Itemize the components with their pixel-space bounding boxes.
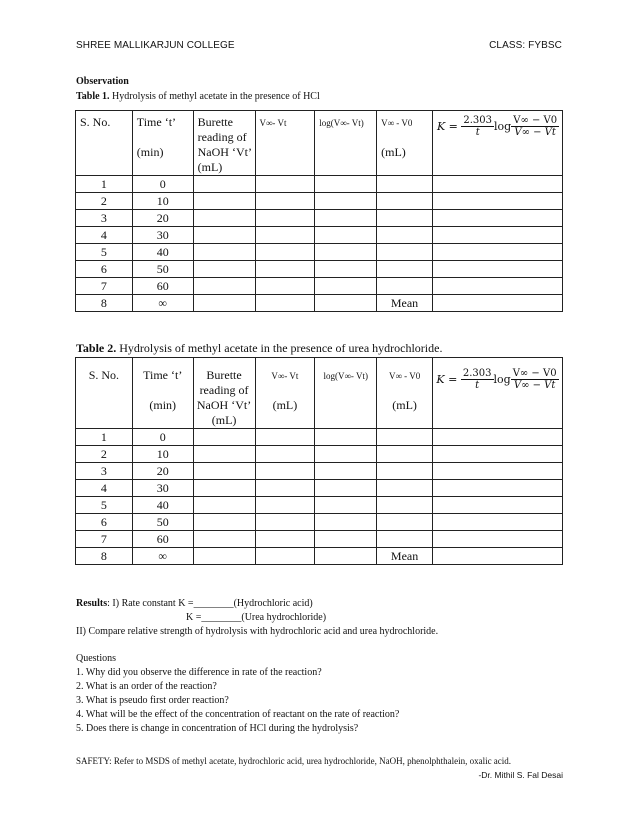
col-formula bbox=[432, 111, 562, 176]
cell-empty bbox=[315, 295, 377, 312]
cell-empty bbox=[377, 531, 433, 548]
cell-time: ∞ bbox=[132, 548, 193, 565]
cell-time: ∞ bbox=[132, 295, 193, 312]
cell-empty bbox=[377, 176, 433, 193]
cell-empty bbox=[255, 295, 315, 312]
cell-time: 10 bbox=[132, 193, 193, 210]
table-row bbox=[76, 497, 563, 514]
cell-empty bbox=[432, 176, 562, 193]
cell-empty bbox=[377, 210, 433, 227]
cell-empty bbox=[315, 429, 377, 446]
cell-empty bbox=[433, 514, 563, 531]
cell-sno: 6 bbox=[76, 514, 133, 531]
cell-time: 30 bbox=[132, 227, 193, 244]
table-row bbox=[76, 261, 563, 278]
cell-empty bbox=[432, 227, 562, 244]
cell-empty bbox=[193, 531, 255, 548]
cell-empty bbox=[193, 210, 255, 227]
table-row bbox=[76, 227, 563, 244]
table-row bbox=[76, 514, 563, 531]
cell-sno: 1 bbox=[76, 176, 133, 193]
col-sno: S. No. bbox=[76, 358, 133, 429]
cell-empty bbox=[193, 295, 255, 312]
col-vinf-v0: V∞ - V0 (mL) bbox=[377, 358, 433, 429]
question-item: 3. What is pseudo first order reaction? bbox=[76, 695, 229, 706]
cell-empty bbox=[377, 193, 433, 210]
question-item: 1. Why did you observe the difference in rate of the reaction? bbox=[76, 667, 322, 678]
rate-formula: K = $\frac{2.303}{t}$ log $\frac{V\infty - V0}{V\infty - Vt}$ bbox=[436, 115, 558, 138]
cell-empty bbox=[377, 446, 433, 463]
cell-empty bbox=[377, 244, 433, 261]
cell-time: 50 bbox=[132, 514, 193, 531]
cell-empty bbox=[433, 446, 563, 463]
table-row bbox=[76, 244, 563, 261]
cell-empty bbox=[315, 227, 377, 244]
header-college: SHREE MALLIKARJUN COLLEGE bbox=[76, 40, 235, 51]
cell-empty bbox=[255, 429, 315, 446]
rate-formula: K = $\frac{2.303}{t}$ log $\frac{V\infty - V0}{V\infty - Vt}$ bbox=[436, 368, 557, 391]
cell-empty bbox=[377, 497, 433, 514]
cell-empty bbox=[193, 463, 255, 480]
table-row bbox=[76, 278, 563, 295]
cell-sno: 4 bbox=[76, 480, 133, 497]
cell-sno: 5 bbox=[76, 244, 133, 261]
cell-empty bbox=[255, 210, 315, 227]
cell-empty bbox=[433, 463, 563, 480]
cell-empty bbox=[377, 429, 433, 446]
cell-empty bbox=[315, 193, 377, 210]
col-formula bbox=[433, 358, 563, 429]
table2-caption: Table 2. Hydrolysis of methyl acetate in the presence of urea hydrochloride. bbox=[76, 341, 443, 355]
cell-empty bbox=[193, 193, 255, 210]
cell-time: 10 bbox=[132, 446, 193, 463]
cell-empty bbox=[193, 278, 255, 295]
cell-empty bbox=[255, 497, 315, 514]
question-item: 5. Does there is change in concentration of HCl during the hydrolysis? bbox=[76, 723, 359, 734]
cell-empty bbox=[315, 531, 377, 548]
cell-time: 40 bbox=[132, 244, 193, 261]
cell-time: 0 bbox=[132, 176, 193, 193]
cell-empty bbox=[193, 176, 255, 193]
col-time: Time ‘t’ (min) bbox=[132, 358, 193, 429]
cell-sno: 8 bbox=[76, 548, 133, 565]
cell-empty bbox=[315, 261, 377, 278]
questions-section bbox=[76, 652, 399, 736]
cell-empty bbox=[433, 548, 563, 565]
cell-empty bbox=[193, 429, 255, 446]
safety-note: SAFETY: Refer to MSDS of methyl acetate, hydrochloric acid, urea hydrochloride, NaOH, phenolphthalein, oxalic acid. bbox=[76, 756, 512, 766]
cell-empty bbox=[432, 278, 562, 295]
cell-empty bbox=[315, 210, 377, 227]
cell-sno: 3 bbox=[76, 463, 133, 480]
cell-empty bbox=[315, 548, 377, 565]
cell-empty bbox=[432, 193, 562, 210]
col-log: log(V∞- Vt) bbox=[315, 111, 377, 176]
col-sno: S. No. bbox=[76, 111, 133, 176]
col-time: Time ‘t’ (min) bbox=[132, 111, 193, 176]
cell-empty bbox=[315, 463, 377, 480]
table-row bbox=[76, 531, 563, 548]
cell-empty bbox=[193, 261, 255, 278]
col-burette: Burette reading of NaOH ‘Vt’ (mL) bbox=[193, 358, 255, 429]
cell-empty bbox=[255, 446, 315, 463]
cell-time: 30 bbox=[132, 480, 193, 497]
table-row bbox=[76, 548, 563, 565]
cell-empty bbox=[432, 244, 562, 261]
questions-title: Questions bbox=[76, 653, 116, 664]
cell-empty bbox=[315, 176, 377, 193]
cell-sno: 2 bbox=[76, 446, 133, 463]
cell-empty bbox=[255, 244, 315, 261]
cell-empty bbox=[315, 480, 377, 497]
col-vinf-vt: V∞- Vt bbox=[255, 111, 315, 176]
cell-empty bbox=[255, 548, 315, 565]
table2 bbox=[75, 357, 563, 565]
cell-sno: 8 bbox=[76, 295, 133, 312]
table-row bbox=[76, 210, 563, 227]
col-vinf-vt: V∞- Vt (mL) bbox=[255, 358, 315, 429]
col-burette: Burette reading of NaOH ‘Vt’ (mL) bbox=[193, 111, 255, 176]
cell-empty bbox=[255, 278, 315, 295]
cell-empty bbox=[315, 278, 377, 295]
cell-empty bbox=[193, 497, 255, 514]
cell-empty bbox=[377, 227, 433, 244]
cell-time: 20 bbox=[132, 463, 193, 480]
cell-empty bbox=[193, 514, 255, 531]
cell-sno: 2 bbox=[76, 193, 133, 210]
cell-mean: Mean bbox=[377, 548, 433, 565]
cell-empty bbox=[377, 514, 433, 531]
cell-empty bbox=[432, 295, 562, 312]
cell-empty bbox=[377, 463, 433, 480]
cell-empty bbox=[255, 176, 315, 193]
col-vinf-v0: V∞ - V0 (mL) bbox=[377, 111, 433, 176]
cell-empty bbox=[315, 446, 377, 463]
cell-empty bbox=[315, 497, 377, 514]
cell-empty bbox=[377, 278, 433, 295]
table-row bbox=[76, 463, 563, 480]
cell-mean: Mean bbox=[377, 295, 433, 312]
cell-empty bbox=[255, 193, 315, 210]
cell-empty bbox=[255, 514, 315, 531]
table1 bbox=[75, 110, 563, 312]
results-section: Results: I) Rate constant K =________(Hydrochloric acid) K =________(Urea hydrochloride) II) Compare relative strength of hydrolysis with hydrochloric acid and urea hydrochloride. bbox=[76, 598, 439, 637]
cell-empty bbox=[377, 480, 433, 497]
cell-time: 60 bbox=[132, 278, 193, 295]
cell-empty bbox=[433, 429, 563, 446]
cell-sno: 7 bbox=[76, 278, 133, 295]
cell-empty bbox=[432, 261, 562, 278]
cell-empty bbox=[193, 244, 255, 261]
observation-heading: Observation bbox=[76, 76, 129, 87]
cell-empty bbox=[315, 244, 377, 261]
cell-empty bbox=[433, 480, 563, 497]
header-class: CLASS: FYBSC bbox=[489, 40, 562, 51]
cell-empty bbox=[255, 463, 315, 480]
table-row bbox=[76, 480, 563, 497]
question-item: 4. What will be the effect of the concentration of reactant on the rate of reaction? bbox=[76, 709, 400, 720]
cell-time: 20 bbox=[132, 210, 193, 227]
table-row bbox=[76, 429, 563, 446]
cell-sno: 1 bbox=[76, 429, 133, 446]
cell-empty bbox=[255, 227, 315, 244]
question-item: 2. What is an order of the reaction? bbox=[76, 681, 217, 692]
cell-empty bbox=[315, 514, 377, 531]
table1-caption: Table 1. Hydrolysis of methyl acetate in the presence of HCl bbox=[76, 91, 320, 102]
table-row bbox=[76, 446, 563, 463]
table-row bbox=[76, 176, 563, 193]
cell-empty bbox=[433, 497, 563, 514]
table-row bbox=[76, 193, 563, 210]
cell-time: 50 bbox=[132, 261, 193, 278]
cell-time: 0 bbox=[132, 429, 193, 446]
cell-empty bbox=[255, 480, 315, 497]
cell-sno: 6 bbox=[76, 261, 133, 278]
cell-empty bbox=[433, 531, 563, 548]
cell-time: 40 bbox=[132, 497, 193, 514]
cell-empty bbox=[377, 261, 433, 278]
cell-sno: 5 bbox=[76, 497, 133, 514]
signature: -Dr. Mithil S. Fal Desai bbox=[478, 770, 563, 780]
table-row bbox=[76, 295, 563, 312]
cell-empty bbox=[432, 210, 562, 227]
cell-empty bbox=[193, 227, 255, 244]
cell-empty bbox=[255, 531, 315, 548]
cell-time: 60 bbox=[132, 531, 193, 548]
cell-empty bbox=[193, 480, 255, 497]
col-log: log(V∞- Vt) bbox=[315, 358, 377, 429]
cell-empty bbox=[193, 446, 255, 463]
cell-empty bbox=[255, 261, 315, 278]
cell-sno: 4 bbox=[76, 227, 133, 244]
cell-sno: 7 bbox=[76, 531, 133, 548]
cell-empty bbox=[193, 548, 255, 565]
cell-sno: 3 bbox=[76, 210, 133, 227]
